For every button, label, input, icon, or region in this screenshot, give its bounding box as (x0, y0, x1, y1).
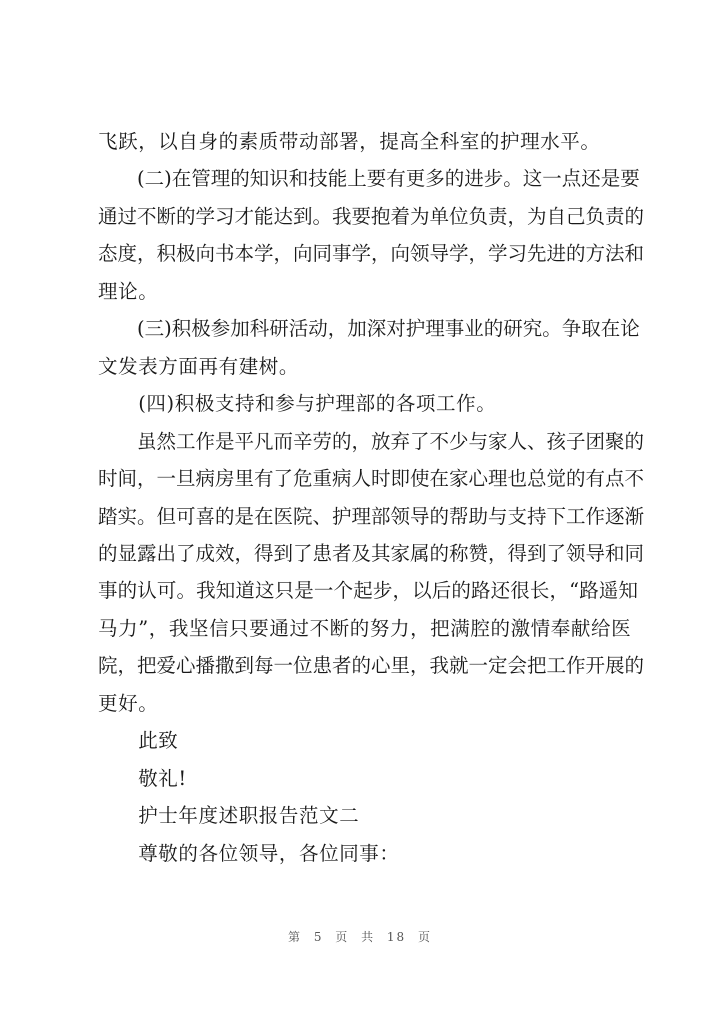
text-line: (二)在管理的知识和技能上要有更多的进步。这一点还是要 (98, 167, 640, 191)
text-line: 飞跃，以自身的素质带动部署，提高全科室的护理水平。 (98, 130, 601, 153)
text-line: 护士年度述职报告范文二 (98, 804, 360, 828)
text-line: 态度，积极向书本学，向同事学，向领导学，学习先进的方法和 (98, 242, 645, 266)
text-line: (三)积极参加科研活动，加深对护理事业的研究。争取在论 (98, 317, 640, 341)
text-line: 更好。 (98, 691, 159, 715)
text-line: 踏实。但可喜的是在医院、护理部领导的帮助与支持下工作逐渐 (98, 504, 645, 528)
text-line: 通过不断的学习才能达到。我要抱着为单位负责，为自己负责的 (98, 204, 645, 228)
text-line: 文发表方面再有建树。 (98, 354, 300, 378)
text-line: 虽然工作是平凡而辛劳的，放弃了不少与家人、孩子团聚的 (98, 429, 645, 453)
text-line: 理论。 (98, 279, 159, 303)
page-footer: 第 5 页 共 18 页 (288, 930, 432, 944)
text-line: 马力”，我坚信只要通过不断的努力，把满腔的激情奉献给医 (98, 616, 632, 640)
text-line: (四)积极支持和参与护理部的各项工作。 (98, 392, 497, 416)
text-line: 此致 (98, 729, 179, 753)
text-line: 的显露出了成效，得到了患者及其家属的称赞，得到了领导和同 (98, 541, 645, 565)
text-line: 敬礼! (98, 766, 187, 790)
text-line: 院，把爱心播撒到每一位患者的心里，我就一定会把工作开展的 (98, 654, 645, 678)
text-line: 时间，一旦病房里有了危重病人时即使在家心理也总觉的有点不 (98, 467, 645, 491)
text-line: 事的认可。我知道这只是一个起步，以后的路还很长，“路遥知 (98, 579, 638, 603)
text-line: 尊敬的各位领导，各位同事： (98, 841, 400, 865)
